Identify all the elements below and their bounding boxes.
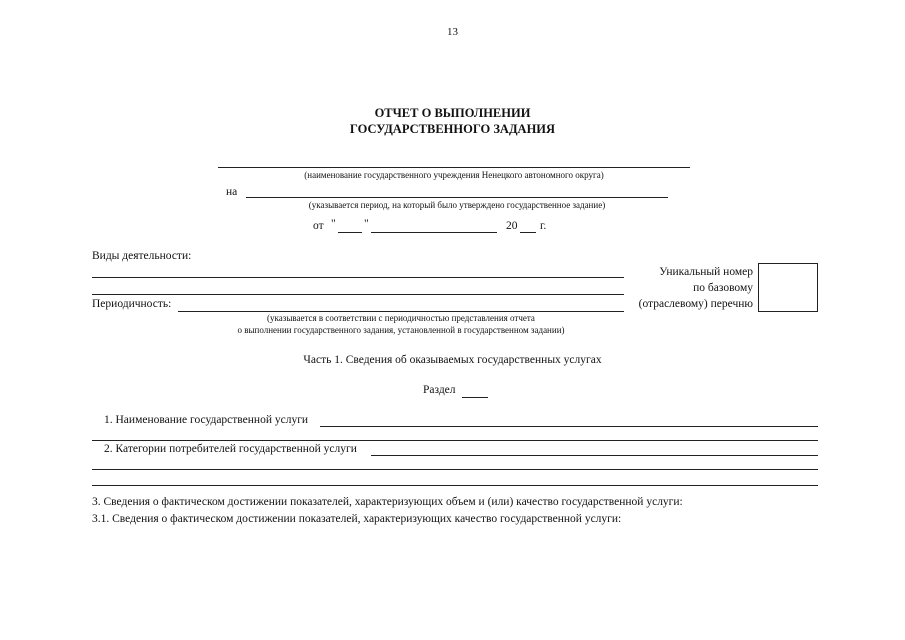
periodicity-caption-1: (указывается в соответствии с периодичностью представления отчета bbox=[267, 313, 535, 323]
date-year-field[interactable] bbox=[520, 232, 536, 233]
unique-number-box[interactable] bbox=[758, 263, 818, 312]
service-name-field[interactable] bbox=[320, 426, 818, 427]
item31-label: 3.1. Сведения о фактическом достижении показателей, характеризующих качество государственной услуги: bbox=[92, 513, 622, 525]
activity-types-field-2[interactable] bbox=[92, 294, 624, 295]
unique-number-line-2: по базовому bbox=[693, 282, 753, 294]
item2-label: 2. Категории потребителей государственной услуги bbox=[104, 443, 357, 455]
periodicity-field[interactable] bbox=[178, 311, 624, 312]
part1-heading: Часть 1. Сведения об оказываемых государственных услугах bbox=[303, 354, 602, 366]
date-month-field[interactable] bbox=[371, 232, 497, 233]
periodicity-label: Периодичность: bbox=[92, 298, 172, 310]
section-number-field[interactable] bbox=[462, 397, 488, 398]
date-day-field[interactable] bbox=[338, 232, 362, 233]
consumer-category-field-2[interactable] bbox=[92, 469, 818, 470]
date-ot-label: от bbox=[313, 220, 324, 232]
date-year-prefix: 20 bbox=[506, 220, 518, 232]
period-field[interactable] bbox=[246, 197, 668, 198]
date-quote-open: " bbox=[331, 218, 336, 230]
date-year-suffix: г. bbox=[540, 220, 547, 232]
title-line-1: ОТЧЕТ О ВЫПОЛНЕНИИ bbox=[374, 106, 531, 120]
institution-caption: (наименование государственного учреждения Ненецкого автономного округа) bbox=[304, 170, 604, 180]
period-caption: (указывается период, на который было утверждено государственное задание) bbox=[308, 200, 606, 210]
consumer-category-field[interactable] bbox=[371, 455, 818, 456]
unique-number-line-1: Уникальный номер bbox=[659, 266, 753, 278]
unique-number-line-3: (отраслевому) перечню bbox=[638, 298, 753, 310]
item1-label: 1. Наименование государственной услуги bbox=[104, 414, 309, 426]
service-name-field-2[interactable] bbox=[92, 440, 818, 441]
page-number: 13 bbox=[447, 26, 458, 38]
activity-types-field-1[interactable] bbox=[92, 277, 624, 278]
section-label: Раздел bbox=[423, 384, 456, 396]
consumer-category-field-3[interactable] bbox=[92, 485, 818, 486]
activity-types-label: Виды деятельности: bbox=[92, 250, 192, 262]
na-label: на bbox=[226, 186, 238, 198]
institution-name-field[interactable] bbox=[218, 167, 690, 168]
periodicity-caption-2: о выполнении государственного задания, установленной в государственном задании) bbox=[237, 325, 565, 335]
title-line-2: ГОСУДАРСТВЕННОГО ЗАДАНИЯ bbox=[349, 122, 556, 136]
item3-label: 3. Сведения о фактическом достижении показателей, характеризующих объем и (или) качество государственной услуги: bbox=[92, 496, 683, 508]
date-quote-close: " bbox=[364, 218, 369, 230]
